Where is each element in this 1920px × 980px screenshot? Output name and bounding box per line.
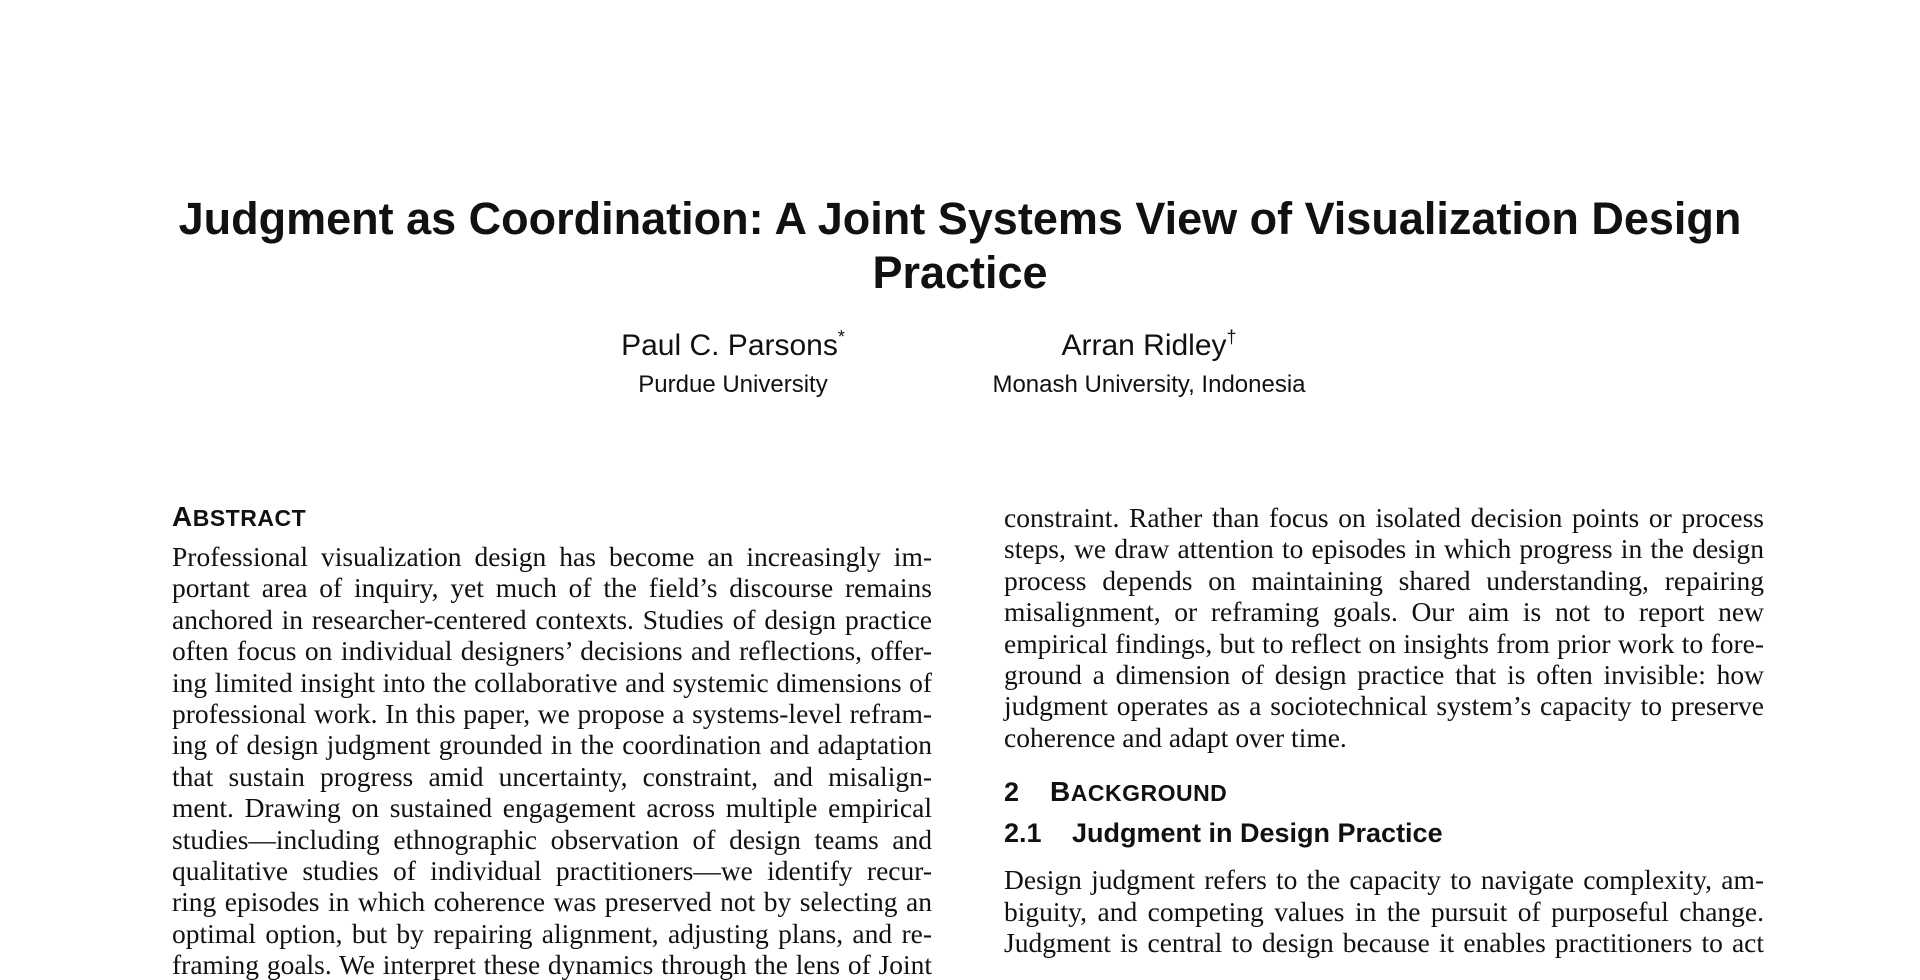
- abstract-line: ing limited insight into the collaborative and systemic dimensions of: [172, 666, 932, 698]
- abstract-line: anchored in researcher-centered contexts. Studies of design practice: [172, 603, 932, 635]
- abstract-line: ing of design judgment grounded in the coordination and adaptation: [172, 729, 932, 761]
- abstract-line: ment. Drawing on sustained engagement across multiple empirical: [172, 792, 932, 824]
- author-block: [0, 328, 1920, 408]
- body-line: judgment operates as a sociotechnical system’s capacity to preserve: [1004, 690, 1764, 722]
- left-column: [172, 502, 932, 980]
- body-line: misalignment, or reframing goals. Our aim is not to report new: [1004, 596, 1764, 628]
- author-2-affiliation: Monash University, Indonesia: [992, 371, 1306, 398]
- abstract-text: [172, 541, 932, 980]
- abstract-heading: ABSTRACT: [172, 501, 307, 532]
- abstract-line: framing goals. We interpret these dynamics through the lens of Joint: [172, 949, 932, 980]
- abstract-line: professional work. In this paper, we propose a systems-level refram-: [172, 697, 932, 729]
- author-2-footnote-mark: †: [1226, 327, 1237, 347]
- section-number: 2: [1004, 777, 1020, 808]
- paper-title: Judgment as Coordination: A Joint Systems View of Visualization Design Practice: [178, 193, 1742, 298]
- author-2-name: Arran Ridley†: [1061, 327, 1237, 362]
- author-1: [523, 328, 943, 400]
- subsection-heading: [1004, 816, 1764, 850]
- abstract-line: often focus on individual designers’ decisions and reflections, offer-: [172, 635, 932, 667]
- abstract-line: that sustain progress amid uncertainty, constraint, and misalign-: [172, 760, 932, 792]
- author-1-name: Paul C. Parsons*: [621, 327, 845, 362]
- abstract-line: Professional visualization design has become an increasingly im-: [172, 541, 932, 572]
- intro-paragraph: [1004, 502, 1764, 753]
- body-line: Design judgment refers to the capacity to navigate complexity, am-: [1004, 864, 1764, 896]
- subsection-number: 2.1: [1004, 818, 1042, 849]
- abstract-line: optimal option, but by repairing alignment, adjusting plans, and re-: [172, 917, 932, 949]
- body-line: Judgment is central to design because it enables practitioners to act: [1004, 926, 1764, 958]
- abstract-line: ring episodes in which coherence was preserved not by selecting an: [172, 886, 932, 918]
- abstract-line: studies—including ethnographic observation of design teams and: [172, 823, 932, 855]
- body-line: constraint. Rather than focus on isolated decision points or process: [1004, 502, 1764, 533]
- body-line: empirical findings, but to reflect on insights from prior work to fore-: [1004, 627, 1764, 659]
- body-line: process depends on maintaining shared understanding, repairing: [1004, 564, 1764, 596]
- body-line: coherence and adapt over time.: [1004, 721, 1347, 753]
- body-line: biguity, and competing values in the pursuit of purposeful change.: [1004, 895, 1764, 927]
- subsection-title: Judgment in Design Practice: [1072, 818, 1443, 849]
- body-line: ground a dimension of design practice that is often invisible: how: [1004, 658, 1764, 690]
- body-line: steps, we draw attention to episodes in which progress in the design: [1004, 533, 1764, 565]
- background-paragraph: [1004, 864, 1764, 958]
- abstract-line: qualitative studies of individual practitioners—we identify recur-: [172, 854, 932, 886]
- author-1-affiliation: Purdue University: [638, 371, 828, 398]
- author-2: [939, 328, 1359, 400]
- section-heading-background: 2 BACKGROUND: [1004, 776, 1228, 808]
- right-column: [1004, 502, 1764, 958]
- author-1-footnote-mark: *: [837, 327, 845, 347]
- abstract-line: portant area of inquiry, yet much of the field’s discourse remains: [172, 572, 932, 604]
